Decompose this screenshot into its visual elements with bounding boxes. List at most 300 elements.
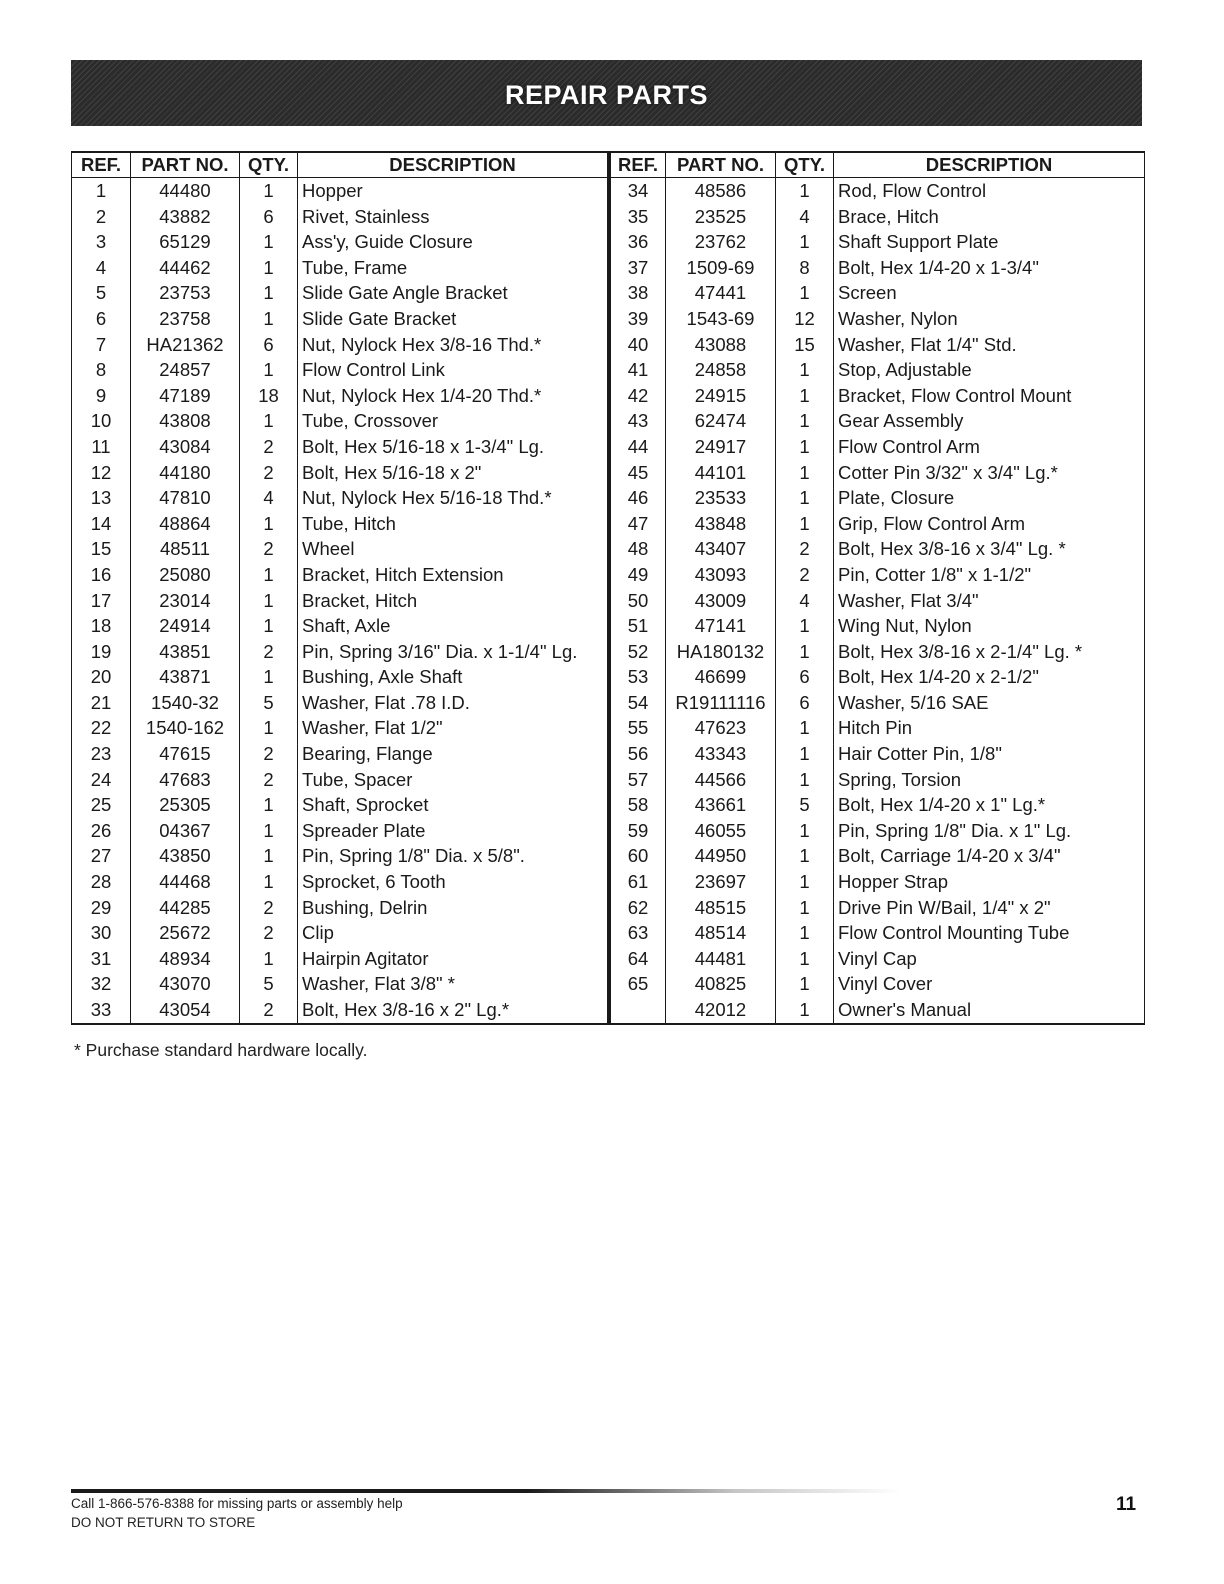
cell-qty: 1 xyxy=(776,920,834,946)
cell-qty: 1 xyxy=(776,383,834,409)
cell-qty: 5 xyxy=(776,792,834,818)
header-description: DESCRIPTION xyxy=(834,152,1145,178)
cell-part-no: 40825 xyxy=(666,971,776,997)
cell-ref: 8 xyxy=(72,357,131,383)
cell-description: Hair Cotter Pin, 1/8" xyxy=(834,741,1145,767)
header-ref: REF. xyxy=(610,152,666,178)
cell-ref: 51 xyxy=(610,613,666,639)
cell-description: Washer, Flat .78 I.D. xyxy=(298,690,608,716)
cell-ref: 40 xyxy=(610,332,666,358)
cell-part-no: 24915 xyxy=(666,383,776,409)
cell-ref: 12 xyxy=(72,460,131,486)
cell-part-no: 44950 xyxy=(666,843,776,869)
table-row xyxy=(610,229,1145,255)
cell-qty: 1 xyxy=(776,818,834,844)
cell-description: Flow Control Mounting Tube xyxy=(834,920,1145,946)
cell-description: Rod, Flow Control xyxy=(834,178,1145,204)
cell-ref: 49 xyxy=(610,562,666,588)
cell-part-no: HA21362 xyxy=(131,332,240,358)
cell-description: Washer, Flat 3/8" * xyxy=(298,971,608,997)
cell-part-no: 44480 xyxy=(131,178,240,204)
cell-ref: 57 xyxy=(610,767,666,793)
table-row xyxy=(610,997,1145,1024)
table-row xyxy=(610,255,1145,281)
cell-description: Hairpin Agitator xyxy=(298,946,608,972)
table-row xyxy=(610,562,1145,588)
cell-part-no: 43009 xyxy=(666,588,776,614)
cell-ref: 34 xyxy=(610,178,666,204)
cell-ref: 43 xyxy=(610,408,666,434)
cell-qty: 15 xyxy=(776,332,834,358)
cell-ref: 48 xyxy=(610,536,666,562)
cell-part-no: 44468 xyxy=(131,869,240,895)
cell-description: Screen xyxy=(834,280,1145,306)
cell-ref: 1 xyxy=(72,178,131,204)
cell-qty: 1 xyxy=(240,306,298,332)
table-row xyxy=(610,639,1145,665)
cell-ref: 54 xyxy=(610,690,666,716)
table-row xyxy=(72,383,608,409)
cell-part-no: 44101 xyxy=(666,460,776,486)
cell-description: Flow Control Link xyxy=(298,357,608,383)
cell-part-no: 43850 xyxy=(131,843,240,869)
cell-ref xyxy=(610,997,666,1024)
cell-qty: 2 xyxy=(776,562,834,588)
cell-qty: 1 xyxy=(240,562,298,588)
cell-part-no: 47683 xyxy=(131,767,240,793)
table-row xyxy=(72,485,608,511)
cell-part-no: 43407 xyxy=(666,536,776,562)
cell-part-no: 24917 xyxy=(666,434,776,460)
table-row xyxy=(72,690,608,716)
header-qty: QTY. xyxy=(240,152,298,178)
header-part-no: PART NO. xyxy=(131,152,240,178)
cell-description: Shaft, Axle xyxy=(298,613,608,639)
cell-description: Tube, Crossover xyxy=(298,408,608,434)
cell-ref: 62 xyxy=(610,895,666,921)
table-row xyxy=(72,229,608,255)
table-row xyxy=(72,767,608,793)
cell-ref: 24 xyxy=(72,767,131,793)
cell-qty: 1 xyxy=(240,715,298,741)
cell-ref: 13 xyxy=(72,485,131,511)
cell-description: Washer, Flat 3/4" xyxy=(834,588,1145,614)
cell-part-no: 44180 xyxy=(131,460,240,486)
help-line: Call 1-866-576-8388 for missing parts or assembly help xyxy=(71,1496,403,1511)
cell-description: Bolt, Hex 1/4-20 x 1" Lg.* xyxy=(834,792,1145,818)
cell-ref: 59 xyxy=(610,818,666,844)
table-row xyxy=(72,511,608,537)
cell-part-no: 47189 xyxy=(131,383,240,409)
cell-description: Flow Control Arm xyxy=(834,434,1145,460)
cell-description: Vinyl Cap xyxy=(834,946,1145,972)
cell-qty: 6 xyxy=(776,664,834,690)
cell-part-no: 47615 xyxy=(131,741,240,767)
cell-qty: 18 xyxy=(240,383,298,409)
table-row xyxy=(72,715,608,741)
cell-description: Bushing, Axle Shaft xyxy=(298,664,608,690)
table-row xyxy=(610,485,1145,511)
table-row xyxy=(610,536,1145,562)
cell-description: Washer, Flat 1/2" xyxy=(298,715,608,741)
cell-description: Wing Nut, Nylon xyxy=(834,613,1145,639)
cell-qty: 1 xyxy=(776,229,834,255)
cell-ref: 64 xyxy=(610,946,666,972)
table-row xyxy=(72,920,608,946)
cell-ref: 41 xyxy=(610,357,666,383)
table-row xyxy=(72,588,608,614)
cell-qty: 12 xyxy=(776,306,834,332)
cell-qty: 1 xyxy=(240,408,298,434)
table-row xyxy=(72,178,608,204)
table-row xyxy=(610,434,1145,460)
parts-table-container xyxy=(71,151,1142,1024)
cell-description: Bolt, Hex 5/16-18 x 2" xyxy=(298,460,608,486)
cell-qty: 1 xyxy=(240,255,298,281)
cell-ref: 53 xyxy=(610,664,666,690)
cell-part-no: 44285 xyxy=(131,895,240,921)
cell-part-no: 44566 xyxy=(666,767,776,793)
cell-qty: 1 xyxy=(776,946,834,972)
cell-description: Slide Gate Angle Bracket xyxy=(298,280,608,306)
cell-description: Spreader Plate xyxy=(298,818,608,844)
cell-part-no: 44462 xyxy=(131,255,240,281)
table-row xyxy=(610,869,1145,895)
table-row xyxy=(72,843,608,869)
cell-description: Owner's Manual xyxy=(834,997,1145,1024)
cell-qty: 1 xyxy=(776,869,834,895)
cell-ref: 23 xyxy=(72,741,131,767)
cell-qty: 1 xyxy=(776,613,834,639)
cell-description: Shaft Support Plate xyxy=(834,229,1145,255)
table-row xyxy=(610,971,1145,997)
table-row xyxy=(610,613,1145,639)
cell-qty: 1 xyxy=(240,588,298,614)
cell-qty: 1 xyxy=(776,408,834,434)
cell-qty: 1 xyxy=(240,229,298,255)
cell-ref: 17 xyxy=(72,588,131,614)
cell-qty: 1 xyxy=(240,280,298,306)
table-row xyxy=(610,460,1145,486)
cell-part-no: 1543-69 xyxy=(666,306,776,332)
cell-ref: 56 xyxy=(610,741,666,767)
cell-qty: 1 xyxy=(776,485,834,511)
cell-description: Plate, Closure xyxy=(834,485,1145,511)
cell-qty: 2 xyxy=(240,997,298,1024)
cell-ref: 36 xyxy=(610,229,666,255)
cell-description: Rivet, Stainless xyxy=(298,204,608,230)
parts-table-left xyxy=(71,151,608,1025)
cell-ref: 15 xyxy=(72,536,131,562)
cell-qty: 1 xyxy=(776,357,834,383)
cell-ref: 4 xyxy=(72,255,131,281)
cell-qty: 2 xyxy=(240,460,298,486)
cell-description: Bolt, Hex 3/8-16 x 3/4" Lg. * xyxy=(834,536,1145,562)
table-row xyxy=(610,792,1145,818)
cell-qty: 2 xyxy=(776,536,834,562)
cell-qty: 1 xyxy=(240,792,298,818)
cell-ref: 18 xyxy=(72,613,131,639)
parts-table-right xyxy=(608,151,1145,1025)
cell-part-no: 25672 xyxy=(131,920,240,946)
cell-ref: 32 xyxy=(72,971,131,997)
repair-parts-banner xyxy=(71,60,1142,126)
cell-part-no: 23014 xyxy=(131,588,240,614)
cell-part-no: 23697 xyxy=(666,869,776,895)
cell-qty: 4 xyxy=(776,588,834,614)
cell-description: Bolt, Hex 1/4-20 x 2-1/2" xyxy=(834,664,1145,690)
table-row xyxy=(610,895,1145,921)
cell-qty: 1 xyxy=(776,971,834,997)
cell-part-no: 48515 xyxy=(666,895,776,921)
cell-qty: 1 xyxy=(776,639,834,665)
cell-part-no: 48934 xyxy=(131,946,240,972)
cell-description: Shaft, Sprocket xyxy=(298,792,608,818)
cell-description: Tube, Hitch xyxy=(298,511,608,537)
table-row xyxy=(610,715,1145,741)
cell-ref: 26 xyxy=(72,818,131,844)
cell-ref: 2 xyxy=(72,204,131,230)
cell-part-no: 43088 xyxy=(666,332,776,358)
cell-description: Brace, Hitch xyxy=(834,204,1145,230)
table-row xyxy=(610,946,1145,972)
cell-qty: 1 xyxy=(240,818,298,844)
cell-qty: 4 xyxy=(776,204,834,230)
cell-description: Ass'y, Guide Closure xyxy=(298,229,608,255)
table-row xyxy=(610,588,1145,614)
cell-ref: 33 xyxy=(72,997,131,1024)
table-row xyxy=(610,690,1145,716)
cell-ref: 6 xyxy=(72,306,131,332)
cell-qty: 1 xyxy=(240,843,298,869)
cell-qty: 6 xyxy=(240,204,298,230)
cell-part-no: 43343 xyxy=(666,741,776,767)
cell-description: Bolt, Hex 3/8-16 x 2" Lg.* xyxy=(298,997,608,1024)
header-qty: QTY. xyxy=(776,152,834,178)
table-row xyxy=(610,818,1145,844)
table-row xyxy=(72,357,608,383)
cell-qty: 1 xyxy=(240,946,298,972)
cell-qty: 1 xyxy=(240,613,298,639)
table-row xyxy=(72,741,608,767)
cell-part-no: 24858 xyxy=(666,357,776,383)
table-row xyxy=(72,408,608,434)
cell-description: Cotter Pin 3/32" x 3/4" Lg.* xyxy=(834,460,1145,486)
table-row xyxy=(72,664,608,690)
cell-part-no: 48514 xyxy=(666,920,776,946)
cell-description: Gear Assembly xyxy=(834,408,1145,434)
cell-description: Wheel xyxy=(298,536,608,562)
cell-qty: 5 xyxy=(240,971,298,997)
cell-ref: 7 xyxy=(72,332,131,358)
cell-description: Washer, Flat 1/4" Std. xyxy=(834,332,1145,358)
table-row xyxy=(610,280,1145,306)
table-row xyxy=(610,204,1145,230)
cell-description: Pin, Spring 1/8" Dia. x 1" Lg. xyxy=(834,818,1145,844)
cell-part-no: 43093 xyxy=(666,562,776,588)
cell-part-no: 25305 xyxy=(131,792,240,818)
cell-ref: 60 xyxy=(610,843,666,869)
table-row xyxy=(610,357,1145,383)
cell-description: Bushing, Delrin xyxy=(298,895,608,921)
cell-part-no: 47810 xyxy=(131,485,240,511)
cell-qty: 8 xyxy=(776,255,834,281)
cell-ref: 16 xyxy=(72,562,131,588)
cell-part-no: 43070 xyxy=(131,971,240,997)
cell-description: Nut, Nylock Hex 5/16-18 Thd.* xyxy=(298,485,608,511)
cell-part-no: 48864 xyxy=(131,511,240,537)
cell-ref: 65 xyxy=(610,971,666,997)
cell-qty: 1 xyxy=(776,895,834,921)
cell-qty: 1 xyxy=(240,357,298,383)
table-row xyxy=(72,536,608,562)
cell-part-no: 43808 xyxy=(131,408,240,434)
cell-qty: 2 xyxy=(240,920,298,946)
cell-ref: 45 xyxy=(610,460,666,486)
header-part-no: PART NO. xyxy=(666,152,776,178)
cell-qty: 1 xyxy=(776,178,834,204)
cell-ref: 58 xyxy=(610,792,666,818)
cell-qty: 1 xyxy=(776,280,834,306)
table-row xyxy=(72,971,608,997)
cell-description: Bolt, Hex 5/16-18 x 1-3/4" Lg. xyxy=(298,434,608,460)
cell-description: Bolt, Hex 1/4-20 x 1-3/4" xyxy=(834,255,1145,281)
return-line: DO NOT RETURN TO STORE xyxy=(71,1515,256,1530)
cell-qty: 1 xyxy=(776,997,834,1024)
cell-description: Bracket, Hitch xyxy=(298,588,608,614)
cell-part-no: 23525 xyxy=(666,204,776,230)
cell-description: Bracket, Hitch Extension xyxy=(298,562,608,588)
table-row xyxy=(72,460,608,486)
footer-rule xyxy=(71,1489,901,1493)
table-row xyxy=(610,178,1145,204)
cell-qty: 5 xyxy=(240,690,298,716)
cell-part-no: 43851 xyxy=(131,639,240,665)
table-row xyxy=(72,946,608,972)
cell-description: Hopper xyxy=(298,178,608,204)
cell-ref: 20 xyxy=(72,664,131,690)
cell-ref: 10 xyxy=(72,408,131,434)
cell-description: Clip xyxy=(298,920,608,946)
cell-ref: 29 xyxy=(72,895,131,921)
cell-qty: 2 xyxy=(240,895,298,921)
cell-qty: 2 xyxy=(240,639,298,665)
table-row xyxy=(610,383,1145,409)
cell-description: Pin, Spring 1/8" Dia. x 5/8". xyxy=(298,843,608,869)
cell-part-no: R19111116 xyxy=(666,690,776,716)
table-row xyxy=(72,204,608,230)
table-row xyxy=(72,332,608,358)
cell-part-no: 43084 xyxy=(131,434,240,460)
cell-ref: 37 xyxy=(610,255,666,281)
cell-ref: 3 xyxy=(72,229,131,255)
cell-part-no: 23753 xyxy=(131,280,240,306)
table-row xyxy=(610,741,1145,767)
footnote: * Purchase standard hardware locally. xyxy=(74,1040,368,1060)
cell-qty: 1 xyxy=(240,664,298,690)
table-row xyxy=(72,997,608,1024)
page-number: 11 xyxy=(1116,1494,1137,1515)
cell-description: Bolt, Carriage 1/4-20 x 3/4" xyxy=(834,843,1145,869)
cell-part-no: 24857 xyxy=(131,357,240,383)
cell-description: Stop, Adjustable xyxy=(834,357,1145,383)
cell-ref: 61 xyxy=(610,869,666,895)
table-row xyxy=(610,664,1145,690)
table-row xyxy=(72,818,608,844)
table-row xyxy=(72,434,608,460)
cell-part-no: 47441 xyxy=(666,280,776,306)
cell-ref: 11 xyxy=(72,434,131,460)
cell-description: Washer, Nylon xyxy=(834,306,1145,332)
cell-part-no: 46055 xyxy=(666,818,776,844)
cell-qty: 1 xyxy=(776,741,834,767)
cell-ref: 46 xyxy=(610,485,666,511)
cell-ref: 35 xyxy=(610,204,666,230)
cell-part-no: 1540-162 xyxy=(131,715,240,741)
cell-part-no: 65129 xyxy=(131,229,240,255)
cell-ref: 52 xyxy=(610,639,666,665)
cell-part-no: 23758 xyxy=(131,306,240,332)
cell-description: Spring, Torsion xyxy=(834,767,1145,793)
cell-part-no: 24914 xyxy=(131,613,240,639)
table-row xyxy=(72,895,608,921)
cell-part-no: 43848 xyxy=(666,511,776,537)
cell-ref: 55 xyxy=(610,715,666,741)
cell-ref: 14 xyxy=(72,511,131,537)
cell-description: Bracket, Flow Control Mount xyxy=(834,383,1145,409)
cell-qty: 2 xyxy=(240,536,298,562)
table-row xyxy=(72,255,608,281)
table-row xyxy=(72,306,608,332)
banner-title: REPAIR PARTS xyxy=(504,79,708,110)
cell-ref: 22 xyxy=(72,715,131,741)
header-description: DESCRIPTION xyxy=(298,152,608,178)
cell-part-no: HA180132 xyxy=(666,639,776,665)
cell-description: Sprocket, 6 Tooth xyxy=(298,869,608,895)
cell-part-no: 23762 xyxy=(666,229,776,255)
table-row xyxy=(610,767,1145,793)
cell-part-no: 25080 xyxy=(131,562,240,588)
cell-part-no: 43661 xyxy=(666,792,776,818)
cell-part-no: 43054 xyxy=(131,997,240,1024)
cell-ref: 30 xyxy=(72,920,131,946)
cell-part-no: 46699 xyxy=(666,664,776,690)
cell-part-no: 43871 xyxy=(131,664,240,690)
cell-description: Hitch Pin xyxy=(834,715,1145,741)
cell-ref: 21 xyxy=(72,690,131,716)
table-row xyxy=(610,332,1145,358)
cell-qty: 1 xyxy=(776,511,834,537)
cell-qty: 1 xyxy=(776,434,834,460)
table-row xyxy=(610,306,1145,332)
cell-part-no: 43882 xyxy=(131,204,240,230)
cell-qty: 1 xyxy=(240,869,298,895)
cell-description: Vinyl Cover xyxy=(834,971,1145,997)
table-row xyxy=(72,639,608,665)
cell-ref: 19 xyxy=(72,639,131,665)
cell-description: Grip, Flow Control Arm xyxy=(834,511,1145,537)
cell-description: Pin, Cotter 1/8" x 1-1/2" xyxy=(834,562,1145,588)
cell-ref: 25 xyxy=(72,792,131,818)
table-row xyxy=(610,511,1145,537)
cell-ref: 9 xyxy=(72,383,131,409)
cell-part-no: 62474 xyxy=(666,408,776,434)
cell-qty: 1 xyxy=(240,178,298,204)
cell-ref: 63 xyxy=(610,920,666,946)
cell-qty: 1 xyxy=(776,460,834,486)
table-row xyxy=(72,792,608,818)
cell-ref: 42 xyxy=(610,383,666,409)
